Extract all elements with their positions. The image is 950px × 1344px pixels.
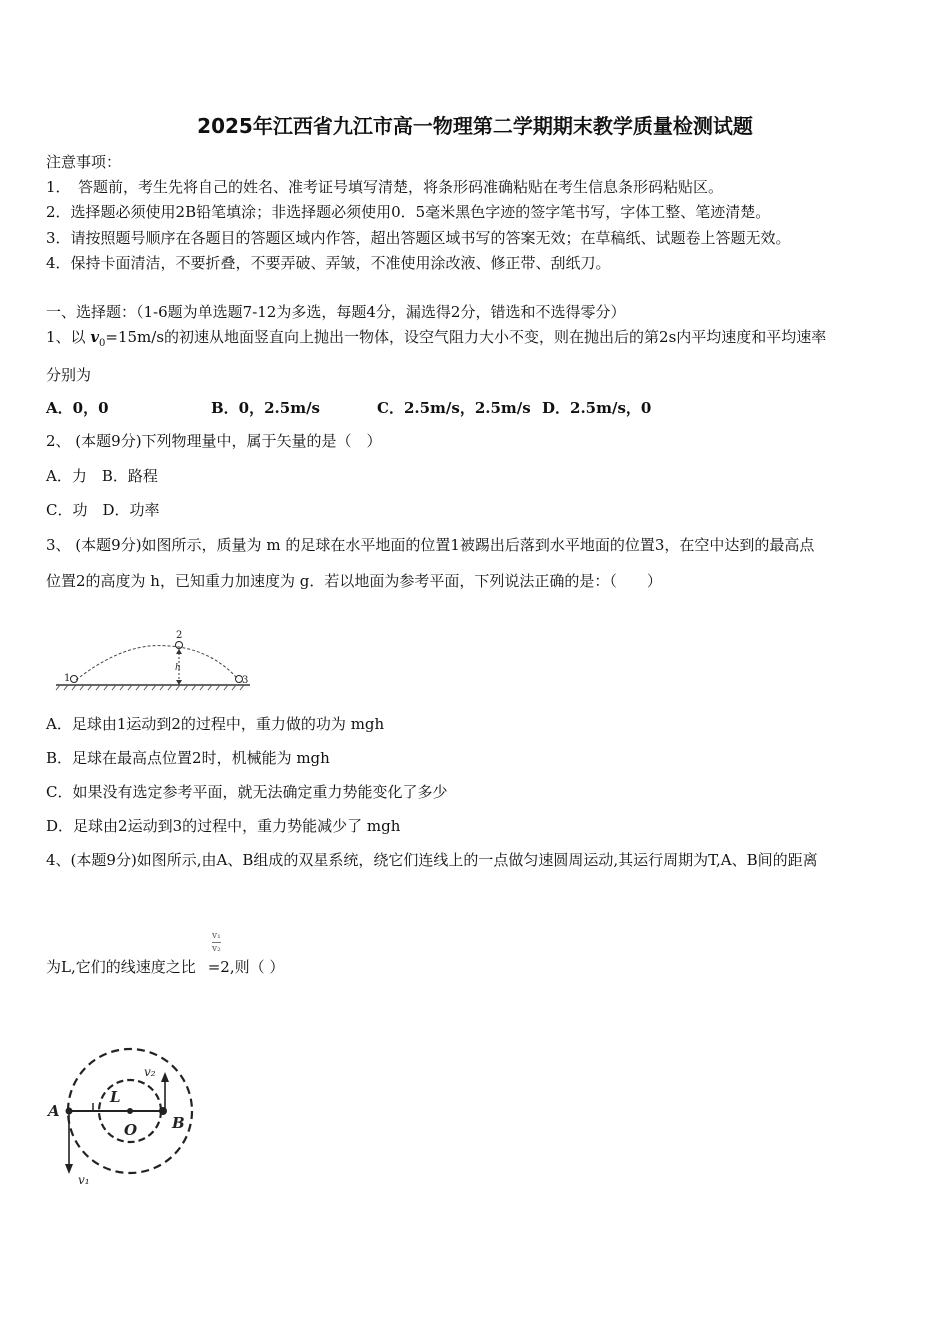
q1-v0: v (90, 328, 100, 346)
q3-stem-line1: 3、 (本题9分)如图所示，质量为 m 的足球在水平地面的位置1被踢出后落到水平地面的位置3，在空中达到的最高点 (46, 536, 815, 554)
notice-item-4: 4．保持卡面清洁，不要折叠，不要弄破、弄皱，不准使用涂改液、修正带、刮纸刀。 (46, 254, 611, 272)
q3-label-1: 1 (64, 673, 71, 684)
q1-option-b: B．0，2.5m/s (211, 399, 321, 417)
q4-frac-denominator: v₂ (212, 944, 221, 954)
q1-option-a: A．0，0 (46, 399, 109, 417)
q1-text: =15m/s的初速从地面竖直向上抛出一物体，设空气阻力大小不变，则在抛出后的第2s内平均速度和平均速率 (105, 328, 827, 346)
notice-item-1: 1． 答题前，考生先将自己的姓名、准考证号填写清楚，将条形码准确粘贴在考生信息条形码粘贴区。 (46, 178, 724, 196)
q3-label-3: 3 (242, 675, 249, 686)
notice-item-2: 2．选择题必须使用2B铅笔填涂；非选择题必须使用0．5毫米黑色字迹的签字笔书写，字体工整、笔迹清楚。 (46, 203, 771, 221)
q3-label-2: 2 (176, 630, 183, 641)
notice-heading: 注意事项： (46, 153, 122, 171)
q4-label-B: B (172, 1114, 185, 1132)
q3-option-b: B．足球在最高点位置2时，机械能为 mgh (46, 749, 330, 767)
q4-binary-star-figure (44, 1040, 204, 1190)
q4-label-L: L (110, 1088, 121, 1106)
q2-stem: 2、 (本题9分)下列物理量中，属于矢量的是（ ） (46, 432, 382, 450)
q3-label-h: h (175, 663, 181, 673)
q4-velocity-ratio (212, 930, 221, 955)
q4-stem-after: =2,则（ ） (207, 958, 285, 976)
q3-option-d: D．足球由2运动到3的过程中，重力势能减少了 mgh (46, 817, 401, 835)
q1-stem (46, 327, 826, 354)
q1-option-d: D．2.5m/s，0 (542, 399, 652, 417)
q1-v0-sub: 0 (99, 338, 106, 349)
q4-label-A: A (48, 1102, 60, 1120)
q4-label-O: O (124, 1121, 138, 1139)
q4-frac-numerator: v₁ (212, 931, 221, 941)
page-title: 2025年江西省九江市高一物理第二学期期末教学质量检测试题 (197, 114, 753, 138)
q3-option-a: A．足球由1运动到2的过程中，重力做的功为 mgh (46, 715, 385, 733)
q1-options (46, 398, 846, 418)
q3-stem-line2: 位置2的高度为 h，已知重力加速度为 g．若以地面为参考平面，下列说法正确的是：（ ） (46, 572, 662, 590)
q3-option-c: C．如果没有选定参考平面，就无法确定重力势能变化了多少 (46, 783, 448, 801)
q4-stem-line2 (46, 957, 284, 977)
q1-prefix: 1、以 (46, 328, 91, 346)
section-heading: 一、选择题：（1-6题为单选题7-12为多选，每题4分，漏选得2分，错选和不选得零分） (46, 303, 626, 321)
q4-stem-line1: 4、(本题9分)如图所示,由A、B组成的双星系统，绕它们连线上的一点做匀速圆周运动,其运行周期为T,A、B间的距离 (46, 851, 818, 869)
q1-stem-line2: 分别为 (46, 366, 92, 384)
q4-label-v2: v₂ (144, 1065, 156, 1079)
q3-trajectory-figure (54, 628, 254, 692)
q2-options-line2: C．功 D．功率 (46, 501, 160, 519)
q2-options-line1: A．力 B．路程 (46, 467, 158, 485)
q1-option-c: C．2.5m/s，2.5m/s (377, 399, 531, 417)
q4-stem-before: 为L,它们的线速度之比 (46, 958, 196, 976)
q4-label-v1: v₁ (78, 1173, 90, 1187)
notice-item-3: 3．请按照题号顺序在各题目的答题区域内作答，超出答题区域书写的答案无效；在草稿纸、试题卷上答题无效。 (46, 229, 791, 247)
